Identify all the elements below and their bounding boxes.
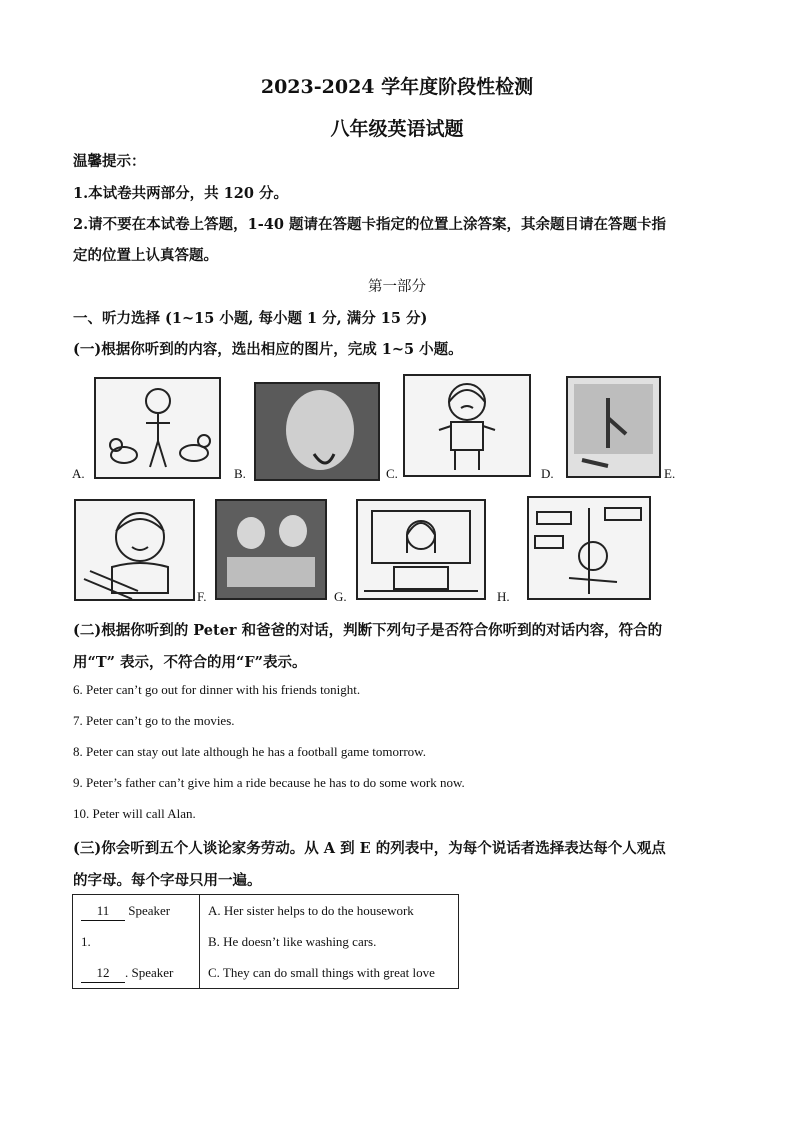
picture-d [566,376,661,478]
sub2-instruction-1: (二)根据你听到的 Peter 和爸爸的对话，判断下列句子是否符合你听到的对话内容，符合的 [73,622,663,639]
exam-subtitle: 八年级英语试题 [330,118,464,140]
opinion-column [200,895,459,989]
statement-10: 10. Peter will call Alan. [73,806,196,821]
opinion-a: A. Her sister helps to do the housework [208,903,414,918]
statement-7: 7. Peter can’t go to the movies. [73,713,235,728]
picture-c [403,374,531,477]
answer-blank-11[interactable]: 11 [81,902,125,921]
picture-a [94,377,221,479]
notice-label: 温馨提示： [73,153,146,170]
picture-g [356,499,486,600]
option-f-label: F. [197,589,207,604]
option-g-label: G. [334,589,347,604]
matching-table [72,894,459,989]
notice-item-2-cont: 定的位置上认真答题。 [73,247,218,264]
speaker-column [73,895,200,989]
speaker-word: . Speaker [125,965,174,980]
exam-title: 2023-2024 学年度阶段性检测 [260,76,534,98]
option-d-label: D. [541,466,554,481]
statement-9: 9. Peter’s father can’t give him a ride because he has to do some work now. [73,775,465,790]
speaker-word: Speaker [128,903,171,918]
opinion-b: B. He doesn’t like washing cars. [208,934,377,949]
option-e-label: E. [664,466,676,481]
notice-item-2: 2.请不要在本试卷上答题，1-40 题请在答题卡指定的位置上涂答案，其余题目请在答题卡指 [73,216,666,233]
sub3-instruction-1: (三)你会听到五个人谈论家务劳动。从 A 到 E 的列表中，为每个说话者选择表达每个人观点 [73,840,666,857]
picture-b [254,382,380,481]
option-a-label: A. [72,466,85,481]
sub1-instruction: (一)根据你听到的内容，选出相应的图片，完成 1~5 小题。 [73,341,463,358]
notice-item-1: 1.本试卷共两部分，共 120 分。 [73,185,288,202]
answer-blank-12[interactable]: 12 [81,964,125,983]
option-h-label: H. [497,589,510,604]
statement-6: 6. Peter can’t go out for dinner with his friends tonight. [73,682,361,697]
speaker-number: 1. [81,934,91,949]
statement-8: 8. Peter can stay out late although he has a football game tomorrow. [73,744,426,759]
picture-e [74,499,195,601]
section-title: 一、听力选择 (1~15 小题, 每小题 1 分, 满分 15 分) [73,310,428,327]
sub2-instruction-2: 用“T” 表示，不符合的用“F”表示。 [73,654,307,671]
sub3-instruction-2: 的字母。每个字母只用一遍。 [73,872,262,889]
option-c-label: C. [386,466,398,481]
opinion-c: C. They can do small things with great love [208,965,435,980]
picture-h [527,496,651,600]
part-heading: 第一部分 [368,279,426,295]
picture-f [215,499,327,600]
option-b-label: B. [234,466,246,481]
